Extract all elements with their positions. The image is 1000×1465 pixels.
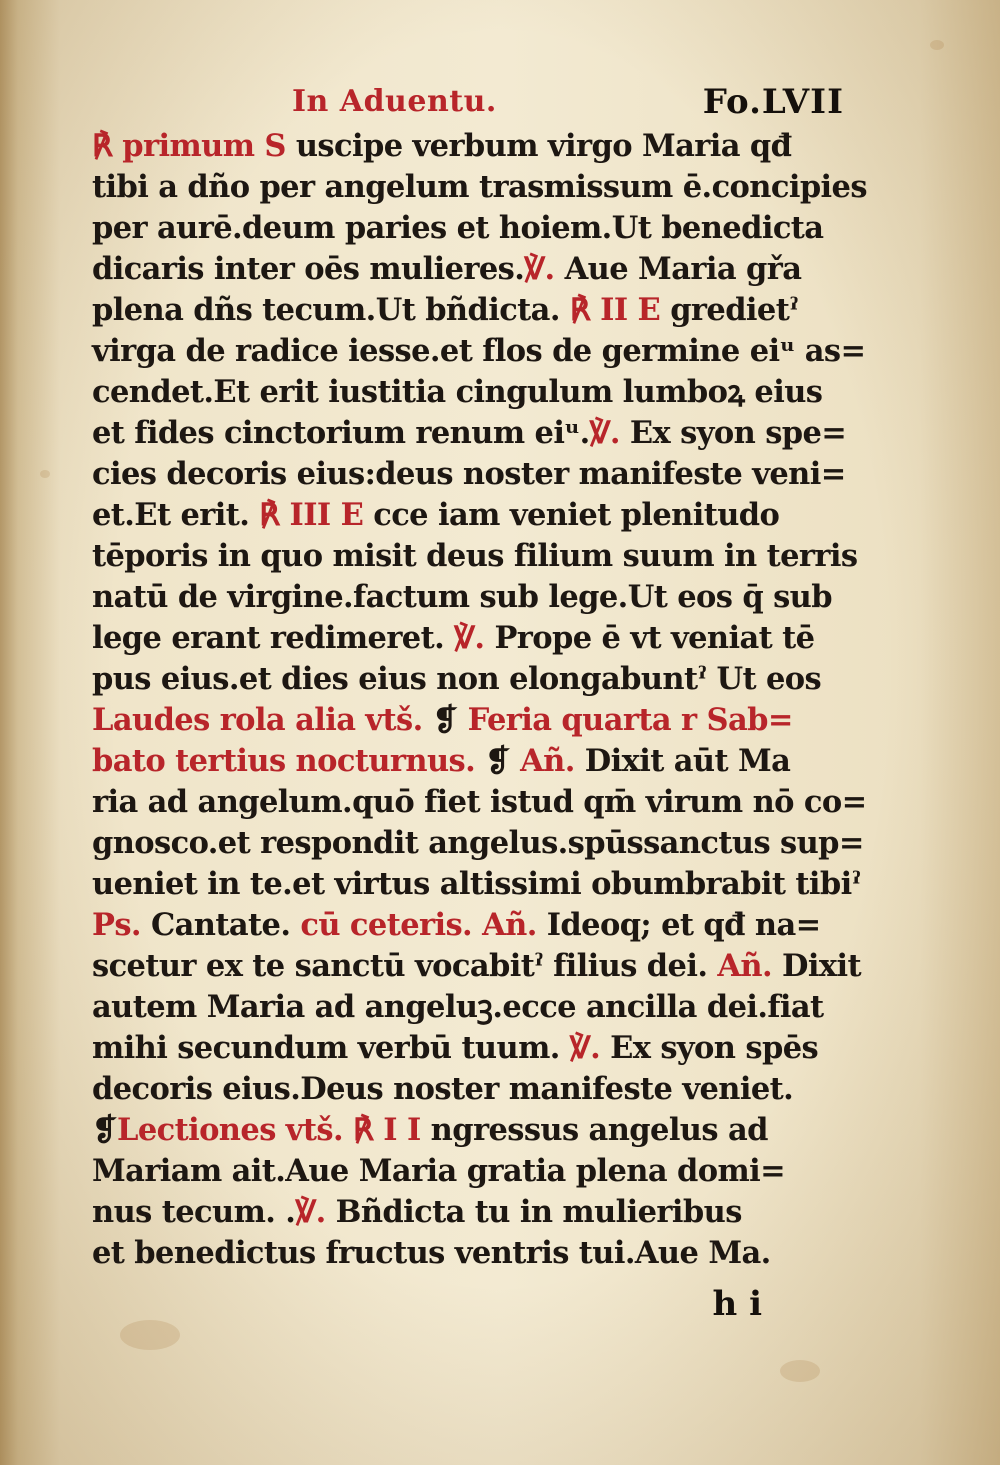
body-text: Ex syon spēs bbox=[600, 1030, 819, 1066]
body-text: per aurē.deum paries et hoiem.Ut benedicta bbox=[92, 210, 824, 246]
text-lines bbox=[92, 126, 867, 1274]
rubric-text: ℣. bbox=[295, 1194, 326, 1230]
body-text: Cantate. bbox=[140, 907, 291, 943]
body-text: gnosco.et respondit angelus.spūssanctus sup= bbox=[92, 825, 864, 861]
body-text: scetur ex te sanctū vocabitˀ filius dei. bbox=[92, 948, 708, 984]
text-line bbox=[92, 700, 852, 741]
rubric-text: Laudes rola alia vtš. bbox=[92, 702, 423, 738]
text-line bbox=[92, 823, 864, 864]
body-text: Aue Maria gřa bbox=[554, 251, 802, 287]
text-line bbox=[92, 864, 861, 905]
folio-number: Fo.LVII bbox=[702, 82, 844, 122]
text-line bbox=[92, 536, 858, 577]
text-line bbox=[92, 167, 867, 208]
body-text: cce iam veniet plenitudo bbox=[363, 497, 780, 533]
body-text: plena dñs tecum.Ut bñdicta. bbox=[92, 292, 560, 328]
body-text: decoris eius.Deus noster manifeste veniet. bbox=[92, 1071, 794, 1107]
body-text: Ex syon spe= bbox=[619, 415, 847, 451]
body-text: pus eius.et dies eius non elongabuntˀ Ut eos bbox=[92, 661, 822, 697]
rubric-text: ℣. bbox=[524, 251, 555, 287]
body-text: autem Maria ad angeluꝫ.ecce ancilla dei.fiat bbox=[92, 989, 824, 1025]
text-line bbox=[92, 331, 866, 372]
body-text: ngressus angelus ad bbox=[420, 1112, 768, 1148]
text-line bbox=[92, 1151, 852, 1192]
text-line bbox=[92, 1110, 852, 1151]
body-text: Ideoq; et qđ na= bbox=[536, 907, 821, 943]
text-line bbox=[92, 290, 852, 331]
body-text: Bñdicta tu in mulieribus bbox=[325, 1194, 742, 1230]
paper-stain bbox=[780, 1360, 820, 1382]
body-text: natū de virgine.factum sub lege.Ut eos q̄ sub bbox=[92, 579, 832, 615]
rubric-text: S bbox=[264, 128, 286, 164]
body-text: ❡ bbox=[475, 743, 521, 779]
body-text: cies decoris eius:deus noster manifeste veni= bbox=[92, 456, 846, 492]
text-line bbox=[92, 208, 852, 249]
rubric-text: ℣. bbox=[444, 620, 485, 656]
rubric-text: ℟ primum bbox=[92, 128, 265, 164]
body-text: Dixit aūt Ma bbox=[574, 743, 791, 779]
body-text: et.Et erit. bbox=[92, 497, 250, 533]
rubric-text: I bbox=[406, 1112, 421, 1148]
rubric-text: cū ceteris. bbox=[290, 907, 473, 943]
text-block bbox=[92, 80, 867, 1330]
rubric-text: Lectiones vtš. bbox=[116, 1112, 343, 1148]
text-line bbox=[92, 741, 852, 782]
paper-stain bbox=[930, 40, 944, 50]
rubric-text: E bbox=[340, 497, 364, 533]
body-text: ❡ bbox=[92, 1112, 117, 1148]
body-text: dicaris inter oēs mulieres. bbox=[92, 251, 525, 287]
rubric-text: bato tertius nocturnus. bbox=[92, 743, 476, 779]
body-text: ueniet in te.et virtus altissimi obumbrabit tibiˀ bbox=[92, 866, 861, 902]
text-line bbox=[92, 1233, 852, 1274]
signature-row bbox=[92, 1274, 852, 1330]
body-text: et fides cinctorium renum eiᵘ. bbox=[92, 415, 590, 451]
text-line bbox=[92, 946, 861, 987]
body-text: lege erant redimeret. bbox=[92, 620, 445, 656]
text-line bbox=[92, 659, 852, 700]
signature-mark: h i bbox=[712, 1284, 762, 1324]
rubric-text: ℟ III bbox=[249, 497, 341, 533]
text-line bbox=[92, 577, 852, 618]
rubric-text: Ps. bbox=[92, 907, 141, 943]
rubric-text: ℣. bbox=[559, 1030, 601, 1066]
page-header bbox=[92, 80, 852, 126]
text-line bbox=[92, 618, 852, 659]
running-head: In Aduentu. bbox=[292, 84, 497, 119]
text-line bbox=[92, 1069, 852, 1110]
text-line bbox=[92, 372, 852, 413]
body-text: Dixit bbox=[772, 948, 861, 984]
body-text: et benedictus fructus ventris tui.Aue Ma. bbox=[92, 1235, 771, 1271]
text-line bbox=[92, 782, 867, 823]
rubric-text: ℟ I bbox=[342, 1112, 407, 1148]
body-text: tēporis in quo misit deus filium suum in terris bbox=[92, 538, 858, 574]
body-text: mihi secundum verbū tuum. bbox=[92, 1030, 560, 1066]
body-text: tibi a dño per angelum trasmissum ē.concipies bbox=[92, 169, 867, 205]
text-line bbox=[92, 126, 852, 167]
text-line bbox=[92, 495, 852, 536]
rubric-text: ℟ II bbox=[559, 292, 638, 328]
body-text: uscipe verbum virgo Maria qđ bbox=[285, 128, 792, 164]
paper-stain bbox=[40, 470, 50, 478]
body-text: Mariam ait.Aue Maria gratia plena domi= bbox=[92, 1153, 786, 1189]
body-text: . bbox=[275, 1194, 296, 1230]
body-text: virga de radice iesse.et flos de germine eiᵘ as= bbox=[92, 333, 866, 369]
text-line bbox=[92, 905, 852, 946]
rubric-text: Añ. bbox=[707, 948, 773, 984]
text-line bbox=[92, 413, 852, 454]
body-text: Prope ē vt veniat tē bbox=[484, 620, 815, 656]
rubric-text: E bbox=[637, 292, 661, 328]
text-line bbox=[92, 987, 852, 1028]
body-text: gredietˀ bbox=[660, 292, 799, 328]
text-line bbox=[92, 454, 852, 495]
body-text: ria ad angelum.quō fiet istud qm̄ virum nō co= bbox=[92, 784, 867, 820]
text-line bbox=[92, 1028, 852, 1069]
body-text: ❡ bbox=[422, 702, 468, 738]
text-line bbox=[92, 1192, 852, 1233]
rubric-text: Añ. bbox=[472, 907, 537, 943]
rubric-text: ℣. bbox=[589, 415, 620, 451]
text-line bbox=[92, 249, 852, 290]
body-text: nus tecum. bbox=[92, 1194, 276, 1230]
rubric-text: Feria quarta r Sab= bbox=[467, 702, 793, 738]
rubric-text: Añ. bbox=[520, 743, 575, 779]
body-text: cendet.Et erit iustitia cingulum lumboꝝ eius bbox=[92, 374, 823, 410]
